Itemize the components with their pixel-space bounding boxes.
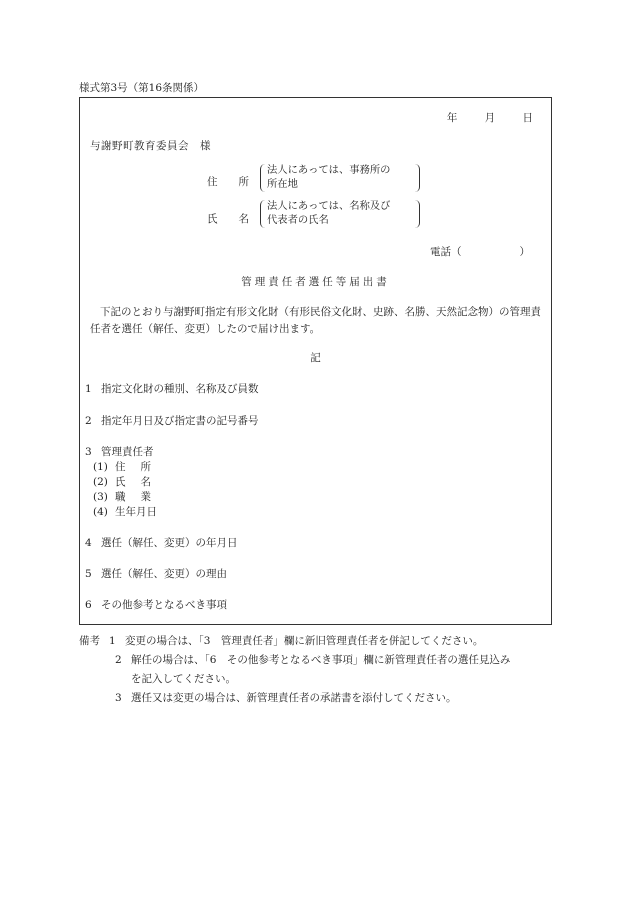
form-number: 様式第3号（第16条関係）: [79, 82, 205, 94]
ki-heading: 記: [310, 352, 321, 364]
list-item: 2 指定年月日及び指定書の記号番号: [85, 415, 259, 427]
address-label: 住 所: [207, 176, 249, 188]
address-note-line1: 法人にあっては、事務所の: [267, 164, 391, 176]
name-bracket-note: [260, 200, 420, 228]
form-frame: [79, 97, 552, 625]
address-note-line2: 所在地: [267, 177, 298, 190]
sub-item: (3) 職業: [93, 491, 151, 503]
date-line: [447, 111, 533, 126]
list-item: 6 その他参考となるべき事項: [85, 599, 227, 611]
document-title: 管理責任者選任等届出書: [241, 276, 390, 288]
telephone-label: 電話（: [430, 246, 462, 258]
list-item: 1 指定文化財の種別、名称及び員数: [85, 383, 259, 395]
telephone-close: ）: [519, 246, 530, 258]
body-statement: 下記のとおり与謝野町指定有形文化財（有形民俗文化財、史跡、名勝、天然記念物）の管理責任者を選任（解任、変更）したので届け出ます。: [90, 306, 541, 335]
remarks-heading: 備考: [79, 635, 100, 647]
date-day: 日: [522, 112, 533, 124]
remark-2: 2 解任の場合は、「6 その他参考となるべき事項」欄に新管理責任者の選任見込み: [115, 654, 511, 666]
name-note-line1: 法人にあっては、名称及び: [267, 200, 391, 212]
list-item: 5 選任（解任、変更）の理由: [85, 568, 227, 580]
remark-3: 3 選任又は変更の場合は、新管理責任者の承諾書を添付してください。: [115, 692, 457, 704]
list-item: 4 選任（解任、変更）の年月日: [85, 537, 238, 549]
remark-2-cont: を記入してください。: [131, 673, 236, 685]
name-note-line2: 代表者の氏名: [267, 213, 329, 226]
date-month: 月: [484, 112, 496, 124]
list-item: 3 管理責任者: [85, 446, 154, 458]
remarks: [79, 632, 510, 708]
telephone-line: [430, 245, 530, 260]
address-bracket-note: [260, 164, 420, 192]
remark-1: 備考 1 変更の場合は、「3 管理責任者」欄に新旧管理責任者を併記してください。: [79, 632, 510, 651]
date-year: 年: [446, 112, 458, 124]
sub-item: (1) 住所: [93, 461, 151, 473]
addressee: 与謝野町教育委員会 様: [90, 140, 211, 152]
name-label: 氏 名: [207, 213, 249, 225]
sub-item: (4) 生年月日: [93, 506, 157, 518]
sub-item: (2) 氏名: [93, 476, 151, 488]
